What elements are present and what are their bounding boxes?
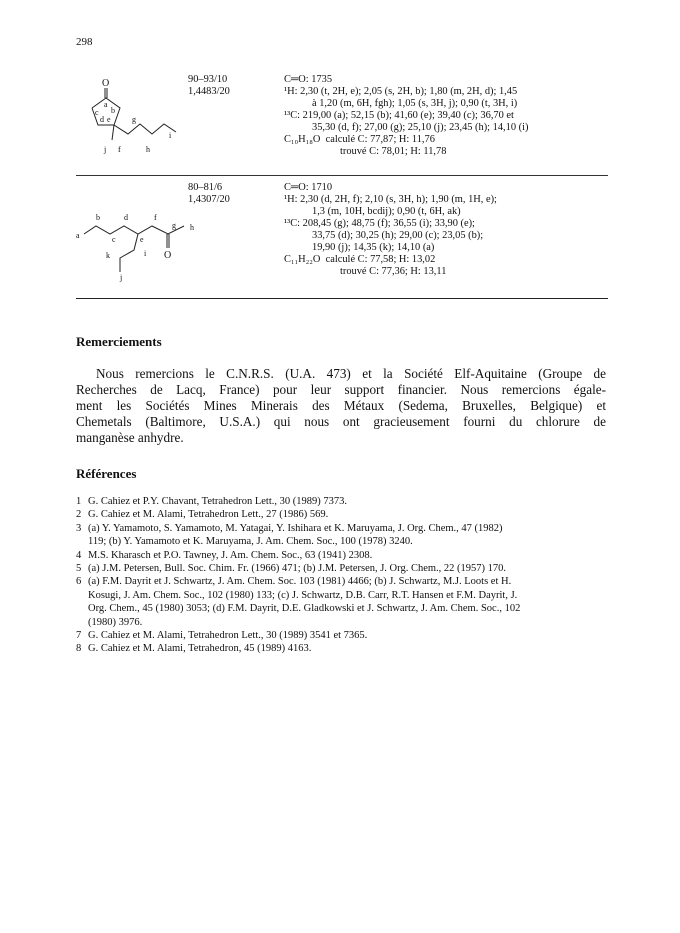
line-text: 33,75 (d); 30,25 (h); 29,00 (c); 23,05 (b); — [312, 230, 484, 241]
data-line — [284, 254, 497, 266]
reference-text: 119; (b) Y. Yamamoto et K. Maruyama, J. Am. Chem. Soc., 100 (1978) 3240. — [88, 536, 413, 548]
page-number: 298 — [76, 36, 93, 48]
data-line — [284, 146, 528, 158]
paragraph-line: ment les Sociétés Mines Minerais des Métaux (Sedema, Bruxelles, Belgique) et — [76, 398, 606, 413]
line-prefix: ¹H: — [284, 86, 298, 97]
line-text: 1,3 (m, 10H, bcdij); 0,90 (t, 6H, ak) — [312, 206, 461, 217]
references-list — [76, 495, 610, 656]
table-divider — [76, 175, 608, 176]
label-O: O — [164, 250, 172, 261]
label-g: g — [132, 115, 136, 124]
reference-item — [76, 495, 610, 508]
label-h: h — [190, 223, 194, 232]
structure-compound-1 — [76, 78, 186, 168]
spectral-data-2 — [284, 182, 497, 278]
references-heading: Références — [76, 466, 137, 481]
spectral-data-1 — [284, 74, 528, 158]
line-prefix: ¹³C: — [284, 110, 301, 121]
line-text: trouvé C: 77,36; H: 13,11 — [340, 266, 447, 277]
reference-number: 1 — [76, 496, 82, 507]
data-line — [284, 266, 497, 278]
line-prefix: C═O: 1710 — [284, 182, 333, 193]
line-text: 2,30 (d, 2H, f); 2,10 (s, 3H, h); 1,90 (m, 1H, e); — [300, 194, 497, 205]
label-d: d — [124, 213, 128, 222]
data-line — [284, 206, 497, 218]
label-i: i — [169, 131, 172, 140]
data-line — [284, 242, 497, 254]
acknowledgements-heading: Remerciements — [76, 334, 162, 349]
paragraph-line: Recherches de Lacq, France) pour leur support financier. Nous remercions égale- — [76, 382, 606, 397]
line-text: 19,90 (j); 14,35 (k); 14,10 (a) — [312, 242, 435, 253]
paragraph-line: Nous remercions le C.N.R.S. (U.A. 473) et la Société Elf-Aquitaine (Groupe de — [96, 366, 606, 381]
data-line — [284, 218, 497, 230]
line-text: 35,30 (d, f); 27,00 (g); 25,10 (j); 23,45 (h); 14,10 (i) — [312, 122, 529, 133]
line-text: 2,30 (t, 2H, e); 2,05 (s, 2H, b); 1,80 (m, 2H, d); 1,45 — [300, 86, 518, 97]
line-prefix: C₁₁H₂₂O — [284, 254, 321, 265]
label-b: b — [96, 213, 100, 222]
label-i: i — [144, 249, 147, 258]
data-line — [284, 194, 497, 206]
label-a: a — [104, 100, 108, 109]
reference-text: M.S. Kharasch et P.O. Tawney, J. Am. Chem. Soc., 63 (1941) 2308. — [88, 549, 373, 561]
paragraph-line: Chemetals (Baltimore, U.S.A.) qui nous ont gracieusement fourni du chlorure de — [76, 414, 606, 429]
line-text: 208,45 (g); 48,75 (f); 36,55 (i); 33,90 (e); — [302, 218, 475, 229]
reference-text: G. Cahiez et M. Alami, Tetrahedron, 45 (1989) 4163. — [88, 643, 312, 655]
line-prefix: ¹³C: — [284, 218, 301, 229]
label-c: c — [112, 235, 116, 244]
label-f: f — [118, 145, 121, 154]
boiling-point-1: 90–93/10 — [188, 74, 228, 85]
label-e: e — [140, 235, 144, 244]
label-a: a — [76, 231, 80, 240]
reference-item — [76, 522, 610, 549]
reference-number: 8 — [76, 643, 82, 655]
reference-text: (a) F.M. Dayrit et J. Schwartz, J. Am. Chem. Soc. 103 (1981) 4466; (b) J. Schwartz, M.J. Loots et H. — [88, 576, 512, 588]
reference-text: G. Cahiez et M. Alami, Tetrahedron Lett., 30 (1989) 3541 et 7365. — [88, 630, 368, 642]
label-d: d — [100, 115, 104, 124]
reference-text: Org. Chem., 45 (1980) 3053; (d) F.M. Dayrit, D.E. Gladkowski et J. Schwartz, J. Am. Chem. Soc., 102 — [88, 603, 521, 615]
reference-number: 3 — [76, 522, 82, 534]
label-c: c — [95, 108, 99, 117]
reference-text: G. Cahiez et P.Y. Chavant, Tetrahedron Lett., 30 (1989) 7373. — [88, 496, 347, 507]
reference-number: 5 — [76, 563, 82, 575]
label-h: h — [146, 145, 150, 154]
reference-item — [76, 549, 610, 562]
line-text: trouvé C: 78,01; H: 11,78 — [340, 146, 447, 157]
data-line — [284, 122, 528, 134]
data-line — [284, 98, 528, 110]
label-k: k — [106, 251, 110, 260]
line-prefix: ¹H: — [284, 194, 298, 205]
structure-compound-2 — [76, 200, 206, 282]
reference-text: (a) J.M. Petersen, Bull. Soc. Chim. Fr. (1966) 471; (b) J.M. Petersen, J. Org. Chem., 22 (1957) 170. — [88, 563, 507, 575]
line-text: à 1,20 (m, 6H, fgh); 1,05 (s, 3H, j); 0,90 (t, 3H, i) — [312, 98, 518, 109]
paragraph-line: manganèse anhydre. — [76, 430, 184, 445]
reference-text: (1980) 3976. — [88, 616, 143, 628]
line-prefix: C₁₀H₁₈O — [284, 134, 321, 145]
reference-text: G. Cahiez et M. Alami, Tetrahedron Lett., 27 (1986) 569. — [88, 509, 329, 521]
label-O: O — [102, 78, 110, 89]
data-line — [284, 182, 497, 194]
reference-text: Kosugi, J. Am. Chem. Soc., 102 (1980) 133; (c) J. Schwartz, D.B. Carr, R.T. Hansen et F.M. Dayrit, J. — [88, 589, 518, 601]
reference-number: 7 — [76, 630, 82, 642]
boiling-point-2: 80–81/6 — [188, 182, 223, 193]
reference-item — [76, 629, 610, 642]
data-line — [284, 74, 528, 86]
label-f: f — [154, 213, 157, 222]
data-line — [284, 110, 528, 122]
refractive-index-2: 1,4307/20 — [188, 194, 230, 205]
reference-item — [76, 575, 610, 629]
reference-number: 6 — [76, 576, 82, 588]
reference-number: 4 — [76, 549, 82, 561]
reference-item — [76, 562, 610, 575]
label-e: e — [107, 115, 111, 124]
reference-number: 2 — [76, 509, 82, 521]
line-prefix: C═O: 1735 — [284, 74, 333, 85]
data-line — [284, 134, 528, 146]
data-line — [284, 230, 497, 242]
reference-item — [76, 508, 610, 521]
reference-text: (a) Y. Yamamoto, S. Yamamoto, M. Yatagai, Y. Ishihara et K. Maruyama, J. Org. Chem., 47 (1982) — [88, 522, 503, 534]
reference-item — [76, 642, 610, 655]
line-text: 219,00 (a); 52,15 (b); 41,60 (e); 39,40 (c); 36,70 et — [302, 110, 514, 121]
table-bottom-rule — [76, 298, 608, 299]
line-text: calculé C: 77,58; H: 13,02 — [325, 254, 436, 265]
refractive-index-1: 1,4483/20 — [188, 86, 230, 97]
label-j: j — [104, 145, 107, 154]
acknowledgements-text — [76, 366, 606, 446]
label-j: j — [120, 273, 123, 282]
data-line — [284, 86, 528, 98]
label-b: b — [111, 106, 115, 115]
line-text: calculé C: 77,87; H: 11,76 — [325, 134, 435, 145]
label-g: g — [172, 221, 176, 230]
